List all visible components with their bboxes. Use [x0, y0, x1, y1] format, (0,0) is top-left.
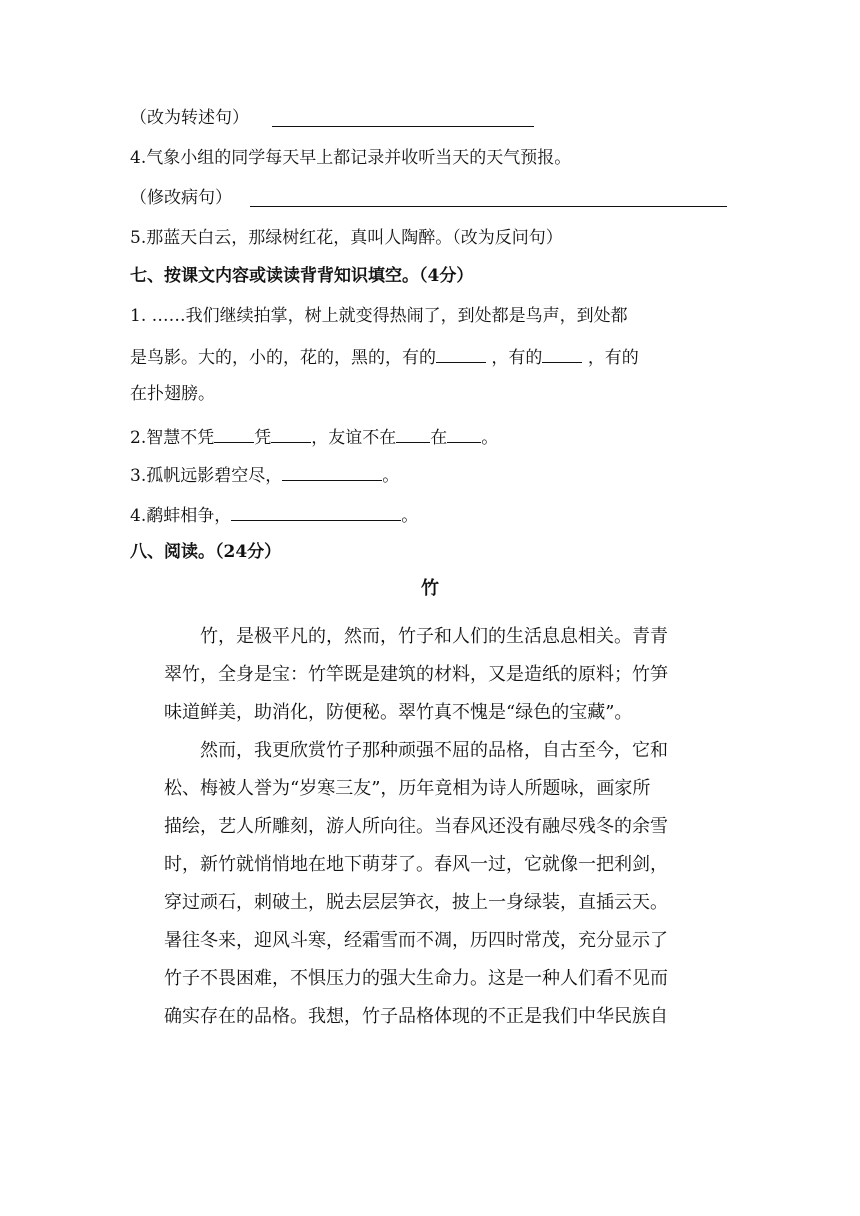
p2-line: 确实存在的品格。我想，竹子品格体现的不正是我们中华民族自: [164, 1006, 668, 1027]
s7-q2-text-b: 凭: [254, 428, 272, 448]
s7-q4-blank[interactable]: [231, 502, 401, 521]
s7-q1-text-b: ，有的: [491, 348, 543, 368]
q4-rewrite-hint: （修改病句）: [130, 188, 232, 208]
q3-rewrite-hint: （改为转述句）: [130, 108, 249, 128]
passage-paragraph-2: [164, 732, 668, 1036]
s7-q2-blank-2[interactable]: [271, 424, 311, 443]
passage-title: 竹: [421, 578, 439, 599]
s7-q1-text-c: ，有的: [587, 348, 639, 368]
s7-q4-text-a: 4.鹬蚌相争，: [130, 506, 232, 526]
q4-answer-blank[interactable]: [250, 206, 727, 207]
p1-line: 翠竹，全身是宝：竹竿既是建筑的材料，又是造纸的原料；竹笋: [164, 664, 668, 685]
s7-q1-line2: [130, 344, 639, 370]
s7-q2-blank-1[interactable]: [214, 424, 254, 443]
p2-line: 竹子不畏困难，不惧压力的强大生命力。这是一种人们看不见而: [164, 968, 668, 989]
s7-q3-text-a: 3.孤帆远影碧空尽，: [130, 466, 283, 486]
s7-q1-text-a: 是鸟影。大的，小的，花的，黑的，有的: [130, 348, 436, 368]
s7-q3-text-b: 。: [382, 466, 400, 486]
s7-q2: [130, 424, 498, 450]
section7-heading: 七、按课文内容或读读背背知识填空。（4分）: [130, 266, 474, 286]
s7-q2-text-d: 在: [430, 428, 448, 448]
s7-q1-line3: 在扑翅膀。: [130, 384, 215, 404]
p1-line: 竹，是极平凡的，然而，竹子和人们的生活息息相关。青青: [200, 626, 668, 647]
s7-q1-blank-2[interactable]: [542, 344, 582, 363]
p2-line: 然而，我更欣赏竹子那种顽强不屈的品格，自古至今，它和: [200, 740, 668, 761]
p2-line: 时，新竹就悄悄地在地下萌芽了。春风一过，它就像一把利剑，: [164, 854, 668, 875]
p2-line: 描绘，艺人所雕刻，游人所向往。当春风还没有融尽残冬的余雪: [164, 816, 668, 837]
s7-q2-blank-3[interactable]: [396, 424, 430, 443]
s7-q4: [130, 502, 418, 528]
s7-q2-text-e: 。: [481, 428, 499, 448]
p2-line: 穿过顽石，刺破土，脱去层层笋衣，披上一身绿装，直插云天。: [164, 892, 668, 913]
p2-line: 暑往冬来，迎风斗寒，经霜雪而不凋，历四时常茂，充分显示了: [164, 930, 668, 951]
p1-line: 味道鲜美，助消化，防便秘。翠竹真不愧是“绿色的宝藏”。: [164, 702, 633, 723]
q4-sentence: 4.气象小组的同学每天早上都记录并收听当天的天气预报。: [130, 148, 572, 168]
s7-q4-text-b: 。: [401, 506, 419, 526]
s7-q2-blank-4[interactable]: [447, 424, 481, 443]
s7-q3-blank[interactable]: [282, 462, 382, 481]
section8-heading: 八、阅读。（24分）: [130, 542, 282, 562]
s7-q3: [130, 462, 399, 488]
passage-paragraph-1: [164, 618, 668, 732]
q3-answer-blank[interactable]: [272, 126, 534, 127]
q5-sentence: 5.那蓝天白云，那绿树红花，真叫人陶醉。（改为反问句）: [130, 228, 563, 248]
s7-q2-text-c: ，友谊不在: [311, 428, 397, 448]
s7-q1-blank-1[interactable]: [436, 344, 486, 363]
s7-q2-text-a: 2.智慧不凭: [130, 428, 215, 448]
p2-line: 松、梅被人誉为“岁寒三友”，历年竟相为诗人所题咏，画家所: [164, 778, 651, 799]
s7-q1-line1: 1. ……我们继续拍掌，树上就变得热闹了，到处都是鸟声，到处都: [130, 306, 628, 326]
